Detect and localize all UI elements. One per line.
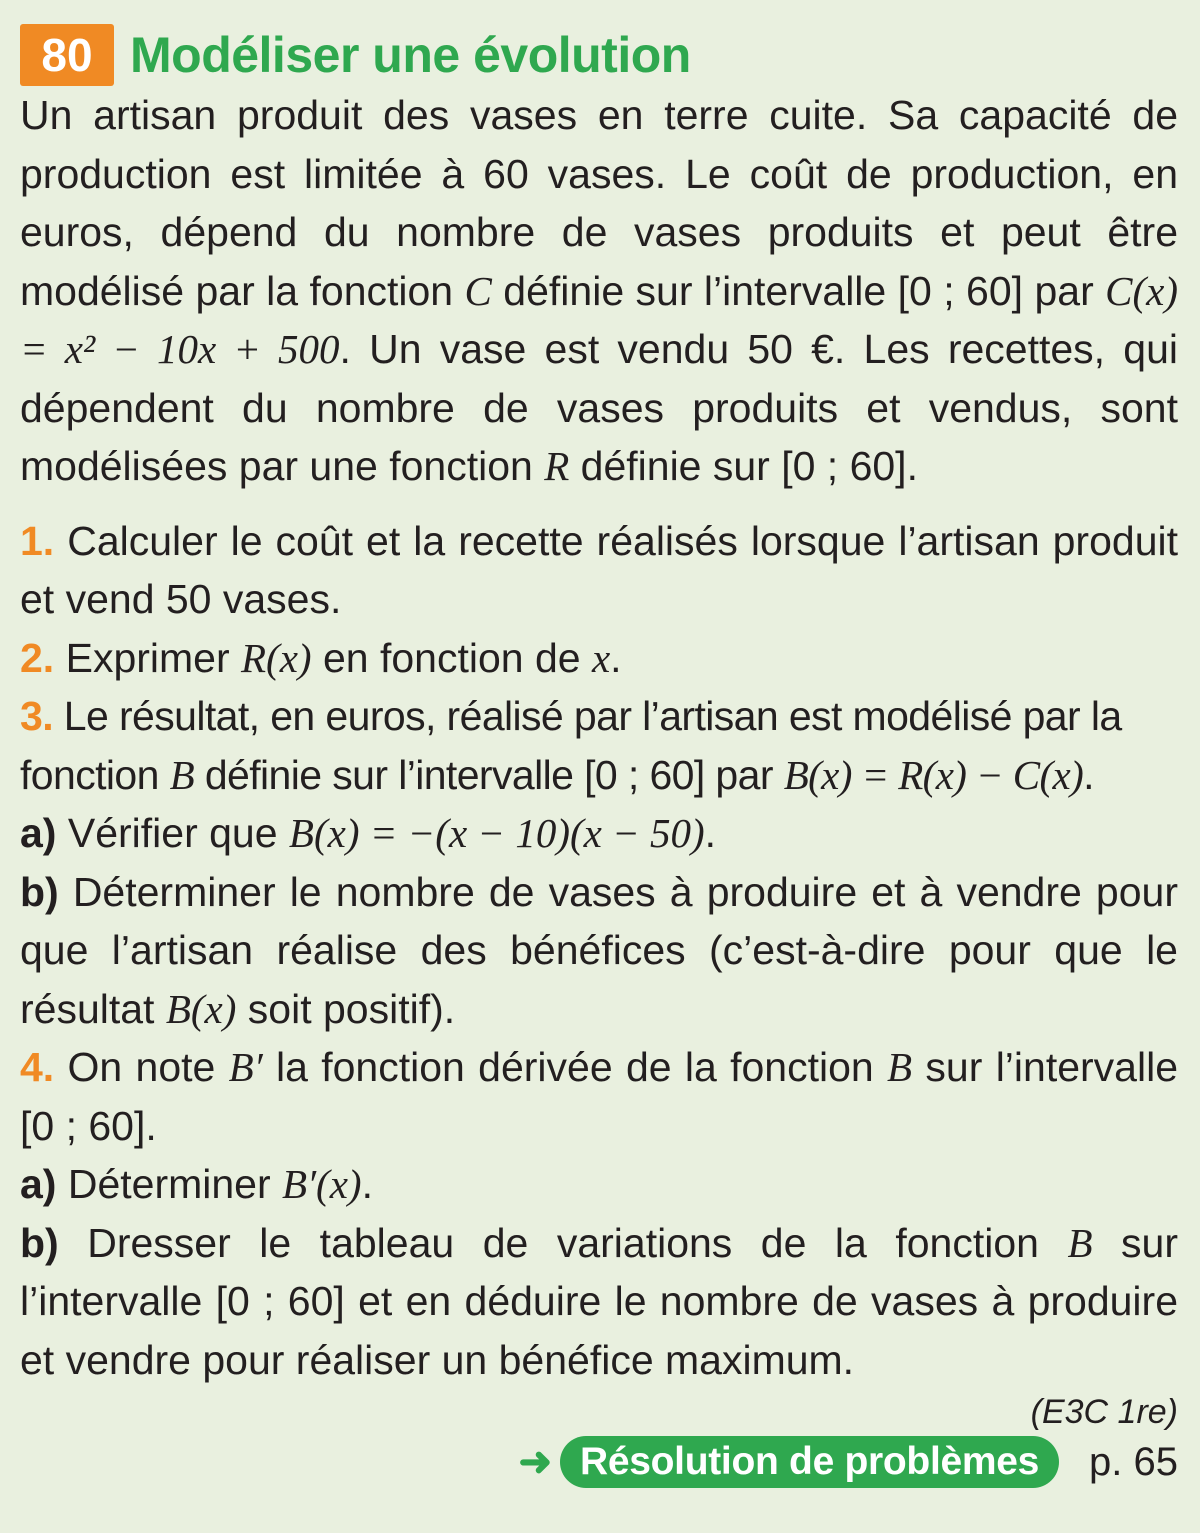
math-variable: B	[887, 1044, 913, 1090]
question-text: Le résultat, en euros, réalisé par l’artisan est modélisé par la fonction	[20, 693, 1122, 798]
question-2	[20, 629, 1178, 688]
question-text: définie sur l’intervalle [0 ; 60] par	[194, 751, 784, 798]
intro-text-2: définie sur l’intervalle [0 ; 60] par	[491, 267, 1106, 314]
var-r: R	[544, 443, 570, 489]
math-variable: B	[169, 751, 195, 798]
math-expression: B′(x)	[282, 1161, 362, 1207]
question-4a	[20, 1155, 1178, 1214]
page-reference: p. 65	[1089, 1439, 1178, 1484]
question-number: 3.	[20, 693, 53, 739]
question-1	[20, 512, 1178, 629]
factored-formula: B(x) = −(x − 10)(x − 50)	[288, 810, 705, 856]
result-formula: B(x) = R(x) − C(x)	[783, 751, 1084, 798]
subquestion-label: a)	[20, 810, 57, 856]
question-3b	[20, 863, 1178, 1039]
problem-solving-link[interactable]: Résolution de problèmes	[560, 1436, 1059, 1488]
question-list	[20, 512, 1178, 1390]
var-c: C	[464, 267, 492, 314]
footer-reference	[20, 1436, 1178, 1488]
question-number: 4.	[20, 1044, 55, 1090]
math-variable: B	[1067, 1219, 1093, 1266]
question-text: .	[704, 810, 717, 856]
cost-formula: C(x) = x² − 10x + 500	[20, 267, 1178, 372]
question-4b	[20, 1214, 1178, 1390]
question-text: soit positif).	[236, 985, 456, 1032]
math-expression: R(x)	[241, 634, 312, 681]
subquestion-label: b)	[20, 1219, 59, 1266]
intro-text-4: définie sur [0 ; 60].	[569, 443, 918, 489]
question-3a	[20, 804, 1178, 863]
question-text: Vérifier que	[56, 810, 289, 856]
subquestion-label: a)	[20, 1161, 57, 1207]
exercise-number-badge: 80	[20, 24, 114, 86]
question-text: On note	[54, 1044, 229, 1090]
question-number: 2.	[20, 634, 55, 681]
question-text: Dresser le tableau de variations de la fonction	[58, 1219, 1068, 1266]
question-text: Exprimer	[54, 634, 242, 681]
math-variable: x	[591, 634, 611, 681]
question-text: .	[361, 1161, 373, 1207]
question-text: Déterminer le nombre de vases à produire et à vendre pour que l’artisan réalise des bénéfices (c’est-à-dire pour que le résultat	[20, 868, 1178, 1032]
question-text: .	[1083, 751, 1094, 798]
source-citation: (E3C 1re)	[1030, 1393, 1178, 1431]
question-text: en fonction de	[311, 634, 592, 681]
question-text: Déterminer	[56, 1161, 283, 1207]
arrow-right-icon: ➜	[518, 1440, 553, 1484]
intro-text-1: Un artisan produit des vases en terre cuite. Sa capacité de production est limitée à 60 vases. Le coût de production, en euros, dépend du nombre de vases produits et peut être modélisé par la fonction	[20, 92, 1178, 314]
question-text: la fonction dérivée de la fonction	[262, 1044, 888, 1090]
question-number: 1.	[20, 517, 55, 564]
question-text: sur l’intervalle [0 ; 60] et en déduire le nombre de vases à produire et vendre pour réaliser un bénéfice maximum.	[20, 1219, 1178, 1383]
math-variable: B′	[228, 1044, 263, 1090]
exercise-header	[20, 22, 1178, 88]
math-expression: B(x)	[165, 985, 237, 1032]
question-3	[20, 687, 1178, 804]
question-text: Calculer le coût et la recette réalisés lorsque l’artisan produit et vend 50 vases.	[20, 517, 1178, 622]
question-text: .	[610, 634, 622, 681]
intro-text-3: . Un vase est vendu 50 €. Les recettes, qui dépendent du nombre de vases produits et vendus, sont modélisées par une fonction	[20, 326, 1178, 489]
question-4	[20, 1038, 1178, 1155]
subquestion-label: b)	[20, 868, 59, 915]
intro-paragraph	[20, 86, 1178, 496]
question-text: sur l’intervalle [0 ; 60].	[20, 1044, 1178, 1149]
exercise-title: Modéliser une évolution	[130, 27, 691, 83]
